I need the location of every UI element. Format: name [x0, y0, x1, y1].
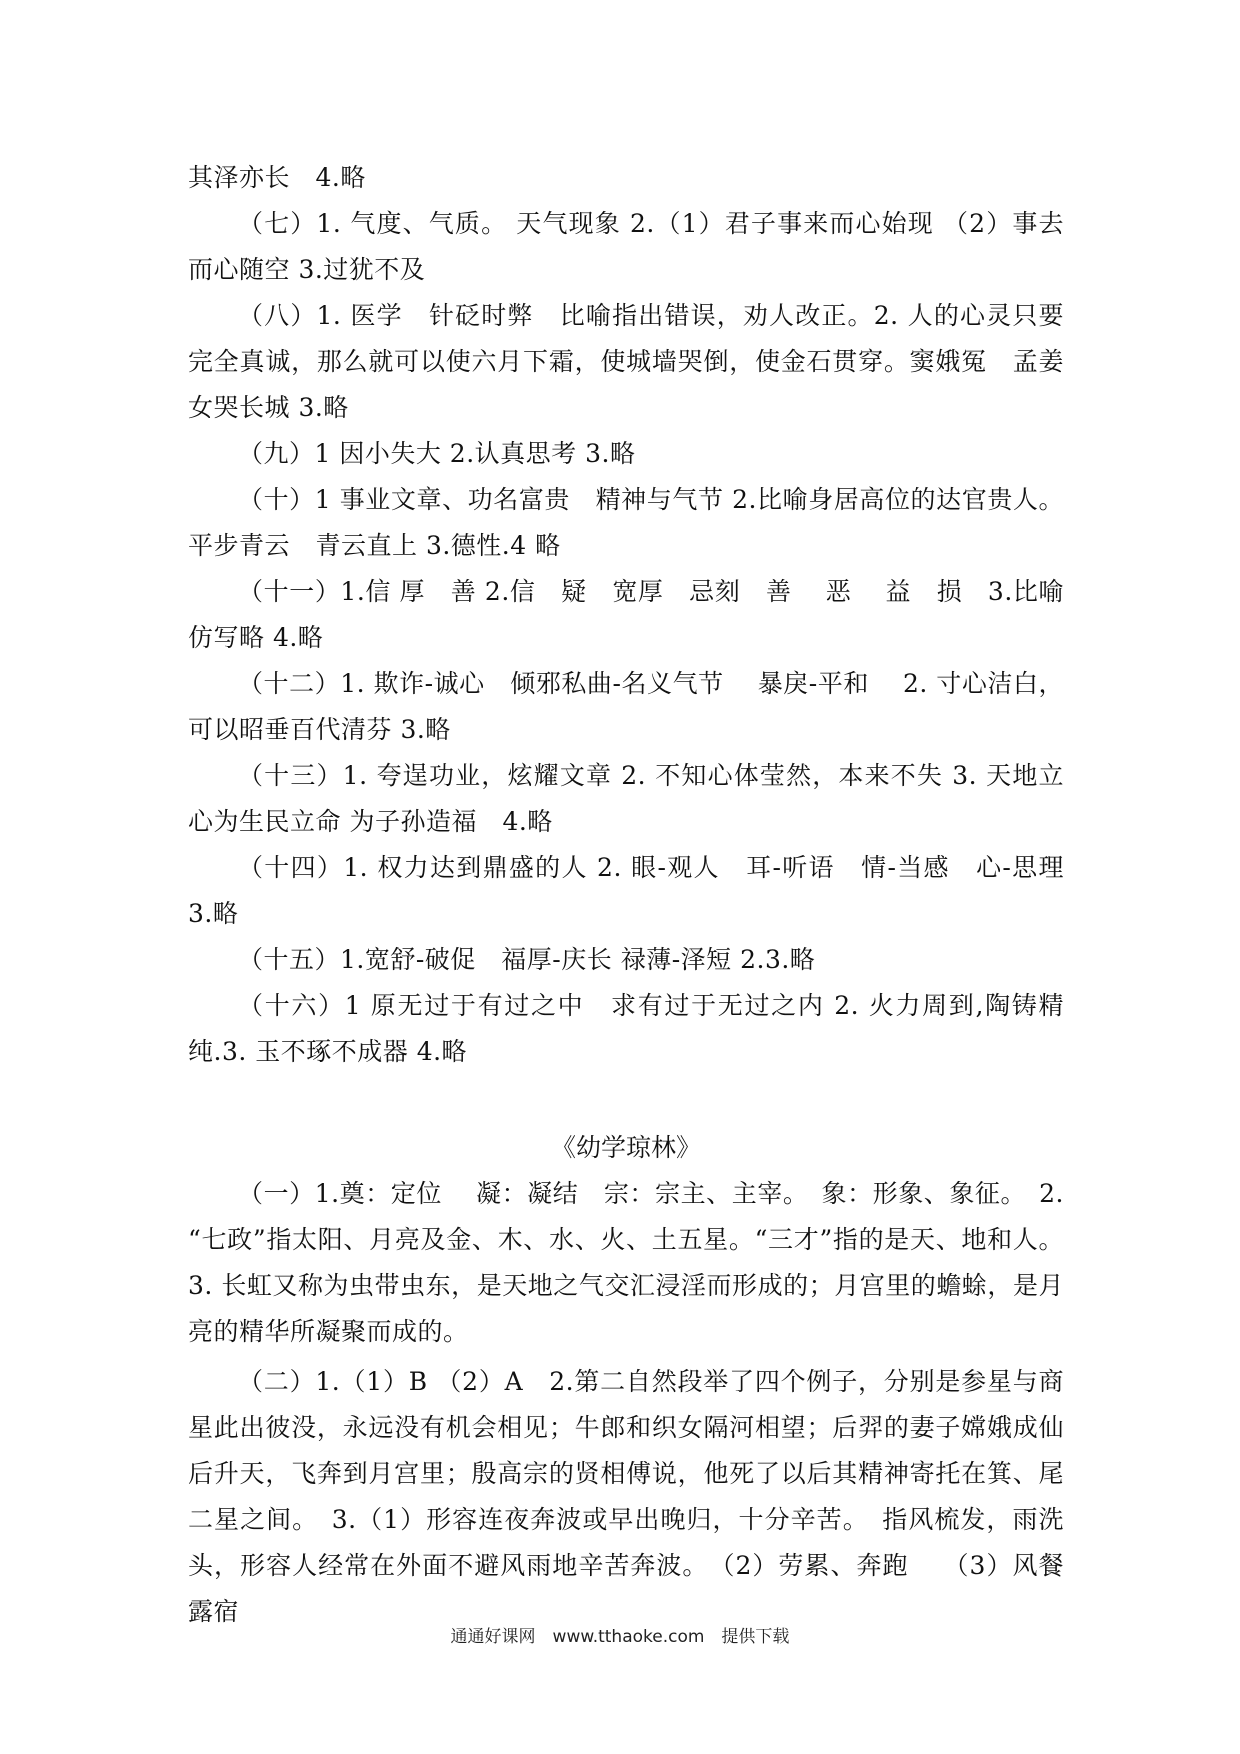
page-footer: 通通好课网 www.tthaoke.com 提供下载 [450, 1627, 790, 1647]
paragraph: （八）1. 医学 针砭时弊 比喻指出错误，劝人改正。2. 人的心灵只要完全真诚，那么就可以使六月下霜，使城墙哭倒，使金石贯穿。窦娥冤 孟姜女哭长城 3.略 [188, 301, 1064, 422]
paragraph: （七）1. 气度、气质。 天气现象 2.（1）君子事来而心始现 （2）事去而心随空 3.过犹不及 [188, 209, 1064, 284]
paragraph: （二）1.（1）B （2）A 2.第二自然段举了四个例子，分别是参星与商星此出彼没，永远没有机会相见；牛郎和织女隔河相望；后羿的妻子嫦娥成仙后升天，飞奔到月宫里；殷高宗的贤相傅说，他死了以后其精神寄托在箕、尾二星之间。 3.（1）形容连夜奔波或早出晚归，十分辛苦。 指风梳发，雨洗头，形容人经常在外面不避风雨地辛苦奔波。 （2）劳累、奔跑 （3）风餐露宿 [188, 1367, 1064, 1626]
paragraph: 其泽亦长 4.略 [188, 163, 366, 192]
paragraph: （一）1.奠：定位 凝：凝结 宗：宗主、主宰。 象：形象、象征。 2. “七政”指太阳、月亮及金、木、水、火、土五星。“三才”指的是天、地和人。3. 长虹又称为虫带虫东，是天地之气交汇浸淫而形成的；月宫里的蟾蜍，是月亮的精华所凝聚而成的。 [188, 1179, 1064, 1346]
paragraph: （九）1 因小失大 2.认真思考 3.略 [238, 439, 636, 468]
paragraph: （十四）1. 权力达到鼎盛的人 2. 眼-观人 耳-听语 情-当感 心-思理 3.略 [188, 853, 1064, 928]
section-title: 《幼学琼林》 [550, 1133, 701, 1162]
paragraph: （十六）1 原无过于有过之中 求有过于无过之内 2. 火力周到,陶铸精纯.3. 玉不琢不成器 4.略 [188, 991, 1064, 1066]
paragraph: （十五）1.宽舒-破促 福厚-庆长 禄薄-泽短 2.3.略 [238, 945, 816, 974]
paragraph: （十一）1.信 厚 善 2.信 疑 宽厚 忌刻 善 恶 益 损 3.比喻仿写略 4.略 [188, 577, 1064, 652]
paragraph: （十）1 事业文章、功名富贵 精神与气节 2.比喻身居高位的达官贵人。平步青云 青云直上 3.德性.4 略 [188, 485, 1064, 560]
answer-block-bottom [188, 1171, 1064, 1635]
paragraph: （十三）1. 夸逞功业，炫耀文章 2. 不知心体莹然，本来不失 3. 天地立心为生民立命 为子孙造福 4.略 [188, 761, 1064, 836]
answer-block-top [188, 155, 1064, 1075]
paragraph: （十二）1. 欺诈-诚心 倾邪私曲-名义气节 暴戾-平和 2. 寸心洁白，可以昭垂百代清芬 3.略 [188, 669, 1064, 744]
